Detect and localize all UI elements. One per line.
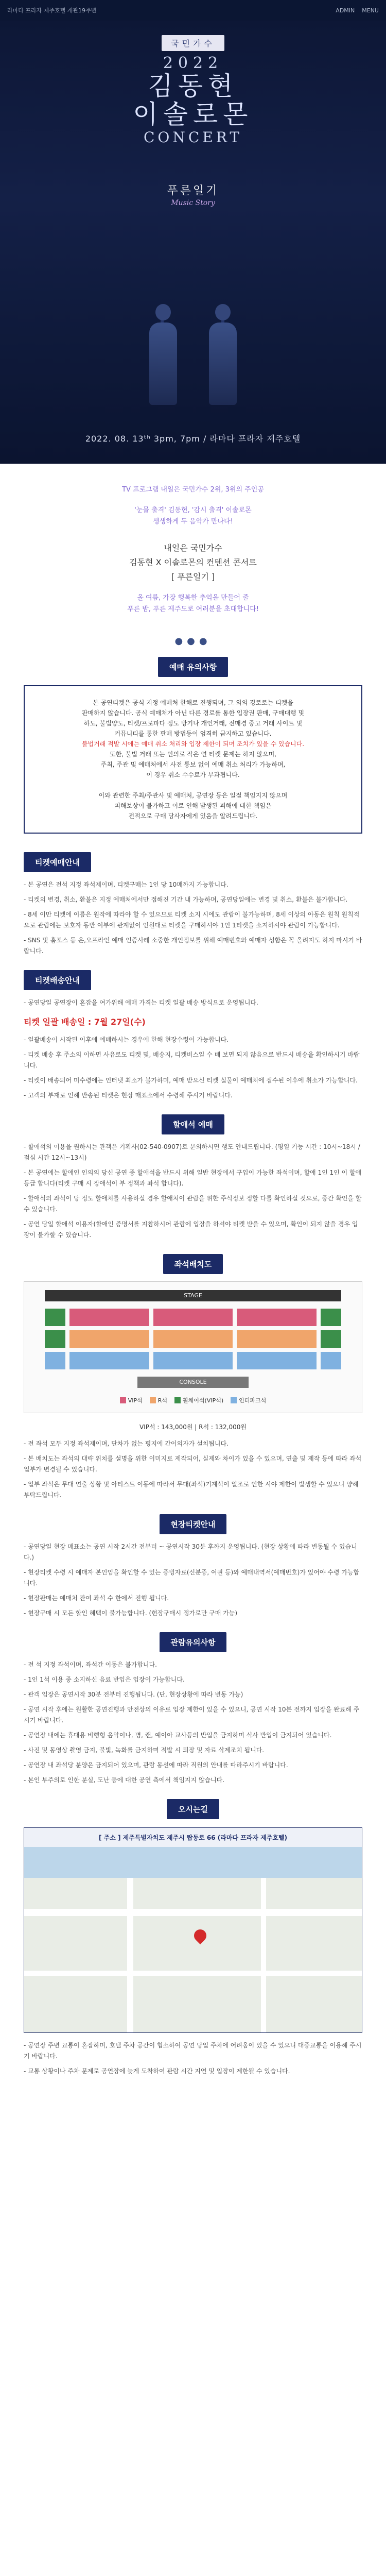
list-item: - 공연 당일 할애석 이용자(할애인 증명서를 지참하시어 관람에 입장을 하셔야 티켓 받을 수 있으며, 확인이 되지 않을 경우 입장이 불가할 수 있습니다. [24, 1221, 358, 1239]
list-item: - 티켓의 변경, 취소, 환불은 지정 예매처에서만 접해진 기간 내 가능하며, 공연당일에는 변경 및 취소, 환불은 불가합니다. [24, 896, 348, 903]
list-item: - 본인 부주의로 인한 분실, 도난 등에 대한 공연 측에서 책임지지 않습니다. [24, 1776, 225, 1784]
list-item: - 공연 시작 후에는 원활한 공연진행과 안전상의 이유로 입장 제한이 있을 수 있으니, 공연 시작 10분 전까지 입장을 완료해 주시기 바랍니다. [24, 1706, 360, 1724]
ticket-list [24, 879, 362, 957]
list-item: - 전 석 지정 좌석이며, 좌석간 이동은 불가합니다. [24, 1661, 157, 1668]
hero-year: 2022 [163, 54, 223, 72]
guide-section [0, 1632, 386, 1786]
list-item: - 본 공연에는 할애인 인의의 당신 공연 중 할애석을 반드시 위해 일반 현장에서 구입이 가능한 좌석이며, 할애 1인 1인 이 할애 등급 합니다(티켓 구매 시 장애석이 부 정책과 좌석 합니다). [24, 1169, 362, 1187]
guide-title: 관람유의사항 [160, 1632, 227, 1652]
list-item: - 현장판매는 예매처 잔여 좌석 수 한에서 진행 됩니다. [24, 1595, 169, 1602]
list-item: - 티켓이 배송되어 미수령에는 인터넷 최소가 불가하며, 예매 받으신 티켓 실물이 예매처에 접수된 이후에 취소가 가능합니다. [24, 1077, 358, 1084]
notice-line: 이와 관련한 주최/주관사 및 예매처, 공연장 등은 일절 책임지지 않으며 [98, 792, 288, 799]
hero-subtitle: 푸른일기 [167, 184, 219, 197]
seat-block [321, 1309, 341, 1326]
intro-headline-2: 김동현 X 이솔로몬의 컨텐션 콘서트 [129, 557, 257, 567]
legend-vip: VIP석 [120, 1396, 143, 1404]
intro-quote-1: '눈물 출격' 김동현, '감시 출격' 이솔로몬 [134, 506, 252, 514]
map-sea [24, 1847, 362, 1878]
map-road [24, 1971, 362, 1976]
list-item: - 할애석의 이용을 원하시는 관객은 기획사(02-540-0907)로 문의하시면 행도 안내드립니다. (평일 기능 시간 : 10시~18시 / 점심 시간 12시~13시) [24, 1143, 360, 1161]
welfare-title: 할애석 예매 [162, 1114, 224, 1134]
top-bar [0, 0, 386, 21]
delivery-list-top [24, 997, 362, 1008]
intro-tv: TV 프로그램 내일은 국민가수 2위, 3위의 주인공 [122, 486, 264, 494]
delivery-section [0, 970, 386, 1101]
list-item: - 현장티켓 수령 시 예매자 본인임을 확인할 수 있는 증빙자료(신분증, 여권 등)와 예매내역서(예매번호)가 있어야 수령 가능합니다. [24, 1569, 360, 1587]
intro-headline-1: 내일은 국민가수 [164, 543, 222, 553]
divider-dots: ●●● [174, 636, 212, 647]
notice-line: 전적으로 구매 당사자에게 있음을 알려드립니다. [128, 812, 258, 820]
list-item: - 공연당일 공연장이 혼잡을 여가위해 예매 가격는 티켓 일괄 배송 방식으로 운영됩니다. [24, 999, 258, 1006]
seat-console: CONSOLE [137, 1377, 249, 1388]
seat-map [24, 1281, 362, 1413]
list-item: - 전 좌석 모두 지정 좌석제이며, 단차가 없는 평지에 간이의자가 설치됩니다. [24, 1440, 229, 1447]
delivery-date: 티켓 일괄 배송일 : 7월 27일(수) [24, 1017, 146, 1027]
list-item: - 할애석의 좌석이 당 정도 할애처를 사용하실 경우 할애처이 관람을 위한 주식정보 정할 다를 확인하실 것으로, 중간 확인을 할 수 있습니다. [24, 1195, 362, 1213]
list-item: - 사진 및 동영상 촬영 금지, 불빛, 녹화를 금지하며 적발 시 퇴장 및 자료 삭제조치 됩니다. [24, 1747, 265, 1754]
seat-block [321, 1352, 341, 1369]
list-item: - 본 공연은 전석 지정 좌석제이며, 티켓구매는 1인 당 10매까지 가능합니다. [24, 881, 229, 888]
location-pin-icon [191, 1927, 209, 1944]
seat-legend [34, 1396, 352, 1404]
seat-block [153, 1352, 233, 1369]
list-item: - 1인 1석 이용 중 소지하신 음료 반입은 입장이 가능합니다. [24, 1676, 185, 1683]
list-item: - 현장구매 시 모든 할인 혜택이 불가능합니다. (현장구매시 정가로만 구매 가능) [24, 1609, 238, 1617]
seat-block [69, 1330, 149, 1348]
hero-badge: 국민가수 [162, 35, 224, 51]
seat-grid [45, 1309, 341, 1369]
location-box [24, 1827, 362, 2033]
list-item: - 일괄배송이 시작된 이후에 예매하시는 경우에 한해 현장수령이 가능합니다. [24, 1036, 229, 1043]
legend-r: R석 [150, 1396, 167, 1404]
onsite-section [0, 1514, 386, 1619]
welfare-list [24, 1142, 362, 1241]
hero-stage-image [0, 289, 386, 412]
delivery-list [24, 1035, 362, 1101]
location-address: [ 주소 ] 제주특별자치도 제주시 탑동로 66 (라마다 프라자 제주호텔) [24, 1828, 362, 1847]
notice-line: 또한, 불법 거래 또는 인의로 작은 연 티켓 문제는 하지 않으며, [110, 751, 276, 758]
intro-quote-2: 생생하게 두 음악가 만나다! [153, 518, 233, 526]
list-item: - 티켓 배송 후 주소의 이하면 사유로도 티켓 및, 배송지, 티켓비스일 수 배 보면 되지 않음으로 반드시 배송을 확인하시기 바랍니다. [24, 1051, 360, 1069]
hero-concert: CONCERT [143, 129, 242, 146]
intro-section [0, 464, 386, 625]
list-item: - 교통 상황이나 주차 문제로 공연장에 늦게 도착하여 관람 시간 지연 및 입장이 제한될 수 있습니다. [24, 2067, 290, 2075]
singer-figure [149, 304, 177, 407]
intro-quote [31, 505, 355, 528]
location-title: 오시는길 [167, 1799, 219, 1819]
seating-section [0, 1254, 386, 1501]
seat-block [45, 1330, 65, 1348]
seat-block [237, 1309, 317, 1326]
seat-stage: STAGE [45, 1290, 341, 1301]
ticket-title: 티켓예매안내 [24, 852, 91, 872]
list-item: - 공연장 내에는 휴대용 비행형 음악이나, 병, 캔, 예이아 교사등의 반입을 금지하며 식사 반입이 금지되어 있습니다. [24, 1732, 332, 1739]
notice-warning: 불법거래 적발 시에는 예매 취소 처리와 입장 제한이 되며 조치가 있을 수 있습니다. [81, 740, 305, 748]
ticket-section [0, 852, 386, 957]
hero-poster [0, 21, 386, 464]
singer-figure [209, 304, 237, 407]
delivery-title: 티켓배송안내 [24, 970, 91, 990]
intro-headline [31, 541, 355, 584]
seat-block [237, 1330, 317, 1348]
notice-title: 예매 유의사항 [158, 657, 228, 677]
list-item: - 공연장 내 좌석당 분양은 금지되어 있으며, 관람 동선에 따라 직원의 안내를 따라주시기 바랍니다. [24, 1761, 288, 1769]
location-notes [24, 2040, 362, 2077]
seat-price: VIP석 : 143,000원 | R석 : 132,000원 [139, 1423, 247, 1431]
admin-link[interactable]: ADMIN [336, 7, 355, 14]
notice-line: 이 경우 취소 수수료가 부과됩니다. [146, 771, 240, 778]
list-item: - 본 배치도는 좌석의 대략 위치를 설명을 위한 이미지로 제작되어, 실제와 차이가 있을 수 있으며, 연출 및 제작 등에 따라 좌석 일부가 변경될 수 있습니다. [24, 1455, 362, 1473]
list-item: - 공연당일 현장 매표소는 공연 시작 2시간 전부터 ~ 공연시작 30분 후까지 운영됩니다. (현장 상황에 따라 변동될 수 있습니다.) [24, 1543, 357, 1561]
list-item: - 8세 이만 티켓에 이름은 원작에 따라야 할 수 있으므로 티켓 소지 시에도 관람이 불가능하며, 8세 이상의 아동은 원칙 원칙적으로 관람에는 보호자 동반 여부에 관계없이 인원대로 티켓을 구매하셔야 1인 1티켓을 소지하셔야 관람이 가능합니다. [24, 911, 360, 929]
top-bar-title: 라마다 프라자 제주호텔 개관19주년 [7, 7, 97, 14]
intro-invite-1: 올 여름, 가장 행복한 추억을 만들어 줄 [137, 594, 249, 602]
onsite-list [24, 1541, 362, 1619]
seat-block [69, 1352, 149, 1369]
intro-invite-2: 푸른 밤, 푸른 제주도로 여러분을 초대합니다! [127, 605, 259, 613]
hero-date: 2022. 08. 13ᵗʰ 3pm, 7pm / 라마다 프라자 제주호텔 [85, 434, 301, 444]
notice-line: 피해보상이 불가하고 이로 인해 발생된 피해에 대한 책임은 [114, 802, 272, 809]
notice-section [0, 657, 386, 834]
seat-block [153, 1309, 233, 1326]
intro-headline-3: [ 푸른일기 ] [171, 572, 215, 582]
list-item: - 일부 좌석은 무대 연출 상황 및 아티스트 이동에 따라서 무대(좌석)기계석이 일조로 인한 시야 제한이 발생할 수 있으니 양해 부탁드립니다. [24, 1481, 359, 1499]
notice-line: 하도, 불법양도, 티켓/프로파다 정도 방기나 개인거래, 전매경 중고 거래 사이트 및 [83, 720, 303, 727]
notice-line: 주최, 주관 및 예매처에서 사전 통보 없이 예매 취소 처리가 가능하며, [100, 761, 286, 768]
location-section [0, 1799, 386, 2077]
notice-line: 본 공연티켓은 공식 지정 예매처 한해로 진행되며, 그 외의 경로로는 티켓을 [93, 699, 293, 706]
notice-box [24, 685, 362, 834]
seat-block [45, 1352, 65, 1369]
list-item: - 공연장 주변 교통이 혼잡하며, 호텔 주차 공간이 협소하여 공연 당일 주차에 어려움이 있을 수 있으니 대중교통을 이용해 주시기 바랍니다. [24, 2042, 362, 2060]
seat-block [45, 1309, 65, 1326]
hero-name-1: 김동현 [148, 71, 238, 101]
notice-line: 판매하지 않습니다. 공식 예매처가 아닌 다른 경로를 통한 입장권 판매, 구매대행 및 [81, 709, 305, 717]
hero-name-2: 이솔로몬 [133, 99, 253, 129]
hero-subtitle-en: Music Story [171, 199, 215, 207]
legend-side: 휠체어석(VIP석) [174, 1396, 223, 1404]
map-road [24, 1909, 362, 1916]
onsite-title: 현장티켓안내 [160, 1514, 227, 1534]
location-map[interactable] [24, 1847, 362, 2032]
legend-s: 인터파크석 [231, 1396, 266, 1404]
seating-title: 좌석배치도 [163, 1254, 223, 1274]
list-item: - 관객 입장은 공연시작 30분 전부터 진행됩니다. (단, 현장상황에 따라 변동 가능) [24, 1691, 243, 1698]
notice-line: 커뮤니티를 통한 판매 방법등이 엄격히 금지하고 있습니다. [114, 730, 272, 737]
seat-block [153, 1330, 233, 1348]
intro-invite [31, 592, 355, 615]
seat-block [321, 1330, 341, 1348]
seat-block [69, 1309, 149, 1326]
list-item: - 고객의 부재로 인해 반송된 티켓은 현장 매표소에서 수령해 주시기 바랍니다. [24, 1092, 233, 1099]
menu-link[interactable]: MENU [362, 7, 379, 14]
welfare-section [0, 1114, 386, 1241]
seating-notes [24, 1438, 362, 1501]
list-item: - SNS 및 홈포스 등 온,오프라인 예매 인증사례 소중한 개인정보를 위해 예매번호와 예매자 성함은 꼭 올려지도 하지 마시기 바랍니다. [24, 937, 362, 955]
seat-block [237, 1352, 317, 1369]
guide-list [24, 1659, 362, 1786]
